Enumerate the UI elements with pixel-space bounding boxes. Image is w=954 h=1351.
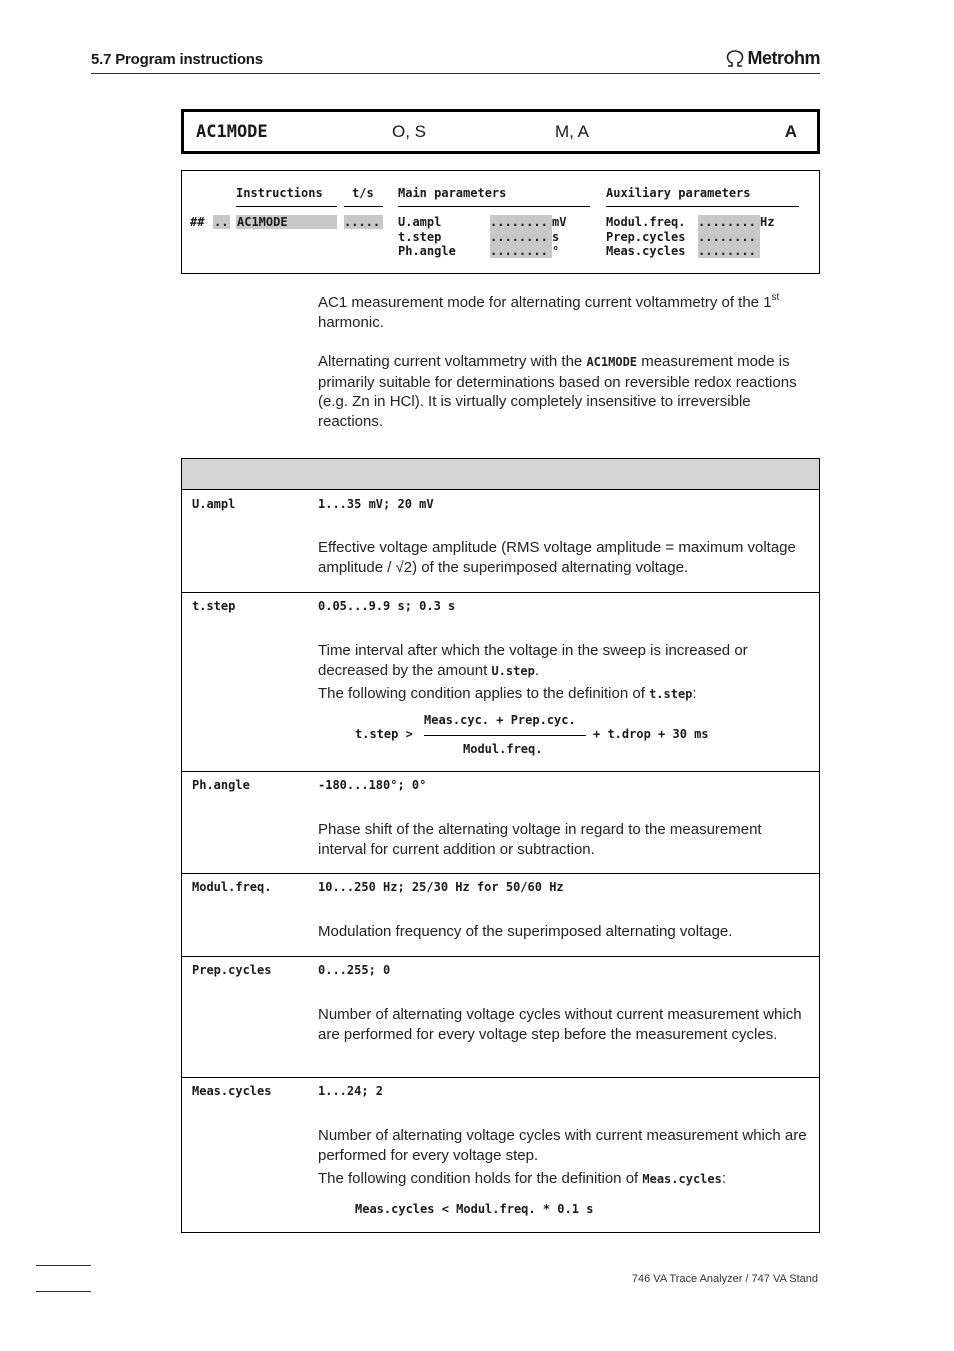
aux-param-name: Modul.freq. (606, 215, 686, 229)
superscript: st (771, 292, 780, 303)
underline (344, 206, 383, 207)
aux-param-value: ........ (698, 215, 756, 229)
col-header-main: Main parameters (398, 186, 507, 200)
param-range: 1...24; 2 (318, 1084, 384, 1098)
instruction-syntax-box (181, 170, 820, 274)
aux-param-value: ........ (698, 244, 756, 258)
fraction-line (424, 735, 586, 736)
main-param-name: Ph.angle (398, 244, 456, 258)
inline-code: U.step (491, 663, 535, 678)
formula-denominator: Modul.freq. (463, 742, 543, 756)
col-header-aux: Auxiliary parameters (606, 186, 751, 200)
param-description: Number of alternating voltage cycles with current measurement which are performed for every voltage step. (318, 1127, 807, 1164)
description-paragraph-2 (318, 352, 818, 431)
row-separator (182, 873, 819, 874)
inline-code: t.step (649, 687, 693, 701)
param-range: 0.05...9.9 s; 0.3 s (318, 599, 456, 613)
mode-flag-a: A (784, 122, 797, 141)
param-description: Phase shift of the alternating voltage in regard to the measurement interval for current addition or subtraction. (318, 821, 762, 858)
param-range: 10...250 Hz; 25/30 Hz for 50/60 Hz (318, 880, 564, 894)
param-name: Meas.cycles (192, 1084, 272, 1098)
param-condition (318, 684, 813, 705)
instruction-name: AC1MODE (196, 122, 268, 142)
desc-text: : (692, 685, 697, 702)
instruction-title-box (181, 109, 820, 154)
footer-product: 746 VA Trace Analyzer / 747 VA Stand (631, 1273, 818, 1285)
param-name: t.step (192, 599, 236, 613)
main-param-name: t.step (398, 229, 442, 244)
desc-text: : (721, 1170, 727, 1187)
param-description (318, 641, 813, 681)
main-param-value: ........ (490, 215, 548, 229)
param-condition (318, 1169, 813, 1190)
param-range: -180...180°; 0° (318, 778, 427, 792)
main-param-unit: ° (552, 244, 560, 258)
underline (606, 206, 799, 207)
desc-text: Time interval after which the voltage in the sweep is increased or decreased by the amount (318, 642, 748, 679)
param-name: Prep.cycles (192, 963, 272, 977)
main-param-name: U.ampl (398, 215, 442, 229)
formula-lhs: t.step > (355, 727, 413, 741)
row-separator (182, 771, 819, 772)
ts-field: ..... (344, 215, 381, 229)
row-separator (182, 592, 819, 593)
param-name: U.ampl (192, 497, 236, 511)
main-param-value: ........ (490, 229, 548, 244)
aux-param-unit: Hz (760, 215, 775, 229)
desc-text: Alternating current voltammetry with the (318, 353, 587, 370)
inline-code: Meas.cycles (642, 1172, 722, 1186)
desc-text: harmonic. (318, 313, 384, 331)
col-header-instructions: Instructions (236, 186, 323, 200)
row-separator (182, 956, 819, 957)
mode-flags-ma: M, A (555, 122, 590, 141)
desc-text: AC1 measurement mode for alternating current voltammetry of the 1 (318, 294, 772, 311)
main-param-value: ........ (490, 244, 548, 258)
desc-text: The following condition holds for the definition of (318, 1170, 643, 1187)
logo-text: Metrohm (747, 48, 820, 68)
underline (398, 206, 590, 207)
description-paragraph-1 (318, 293, 818, 332)
param-range: 1...35 mV; 20 mV (318, 497, 434, 511)
param-description: Number of alternating voltage cycles without current measurement which are performed for every voltage step before the measurement cycles. (318, 1006, 802, 1043)
desc-text: . (534, 661, 539, 679)
main-param-unit: s (552, 229, 560, 244)
section-heading: 5.7 Program instructions (91, 51, 263, 68)
inline-code: AC1MODE (586, 355, 638, 369)
param-range: 0...255; 0 (318, 963, 391, 977)
line-dots: .. (214, 215, 229, 229)
formula-rhs: + t.drop + 30 ms (593, 727, 709, 741)
desc-text: measurement mode is primarily suitable for determinations based on reversible redox reactions (e.g. Zn in HCl). It is virtually completely insensitive to irreversible reactions. (318, 353, 797, 430)
desc-text: The following condition applies to the definition of (318, 685, 650, 702)
param-name: Modul.freq. (192, 880, 272, 894)
aux-param-name: Meas.cycles (606, 244, 686, 258)
table-header-band (182, 459, 819, 490)
mode-flags-os: O, S (392, 122, 427, 141)
col-header-ts: t/s (352, 186, 374, 200)
param-description: Effective voltage amplitude (RMS voltage amplitude = maximum voltage amplitude / √2) of the superimposed alternating voltage. (318, 539, 796, 576)
footer-rule (36, 1265, 91, 1266)
param-description: Modulation frequency of the superimposed alternating voltage. (318, 923, 733, 940)
param-name: Ph.angle (192, 778, 250, 792)
formula-numerator: Meas.cyc. + Prep.cyc. (424, 713, 576, 727)
footer-rule (36, 1291, 91, 1292)
instruction-field: AC1MODE (237, 215, 288, 229)
aux-param-value: ........ (698, 229, 756, 244)
line-marker: ## (190, 215, 205, 229)
row-separator (182, 1077, 819, 1078)
aux-param-name: Prep.cycles (606, 229, 686, 244)
omega-logo-icon (725, 50, 745, 68)
formula: Meas.cycles < Modul.freq. * 0.1 s (355, 1202, 594, 1216)
parameter-table (181, 458, 820, 1233)
main-param-unit: mV (552, 215, 567, 229)
brand-logo (725, 48, 821, 69)
underline (236, 206, 337, 207)
header-rule (91, 73, 820, 74)
